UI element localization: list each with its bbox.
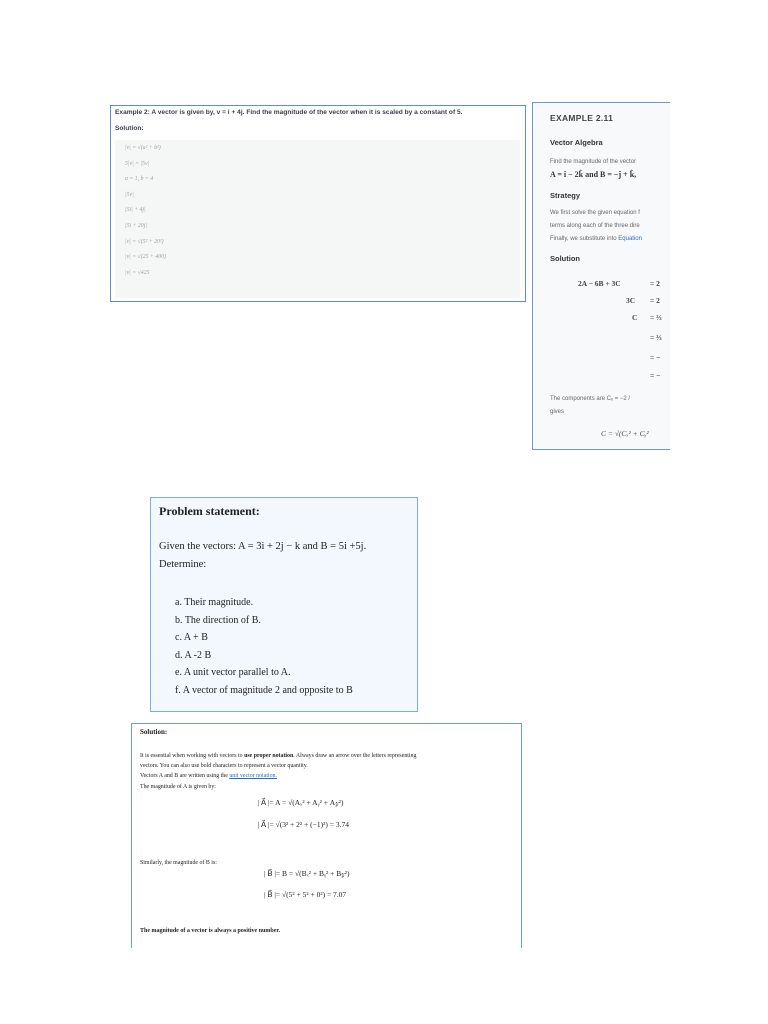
problem-vectors: A = î − 2k̂ and B = −ĵ + k̂, [550,170,637,179]
example-title: Example 2: A vector is given by, v = i + 4j. Find the magnitude of the vector when it is scaled by a constant of 5. [115,109,463,116]
example-heading: EXAMPLE 2.11 [550,113,614,123]
strategy-line-3 [550,236,642,242]
components-text: The components are Cₓ = −2 / [550,396,631,402]
solution-step: a = 1, b = 4 [125,176,154,183]
eq1-rhs: = 2 [650,279,660,288]
eq1-lhs: 2A − 6B + 3C [578,279,621,288]
intro-line-3: Vectors A and B are written using the [140,773,228,780]
eq2-rhs: = 2 [650,296,660,305]
strategy-heading: Strategy [550,191,581,200]
intro-text-a: It is essential when working with vectors to [140,753,243,759]
solution-step: |v| = √425 [125,269,150,276]
task-item: e. A unit vector parallel to A. [175,667,291,679]
eq4-rhs: = ⅔ [650,333,662,342]
positive-note: The magnitude of a vector is always a positive number. [140,928,281,934]
final-equation: C = √(Cₓ² + Cᵧ² [601,429,649,438]
equation-link[interactable]: Equation [618,236,642,242]
intro-emphasis: use proper notation [244,753,294,759]
problem-statement-panel [150,497,418,712]
solution-heading: Solution: [140,728,168,736]
strategy-line-2: terms along each of the three dire [550,223,640,229]
solution-step: |5i| + 4j| [125,207,146,214]
solution-box [115,140,520,298]
magnitude-a-formula: | A⃗ |= A = √(Aₓ² + Aᵧ² + A𝓏²) [258,798,344,807]
solution-steps [125,144,166,284]
intro-line-4: The magnitude of A is given by: [140,783,216,790]
solution-step: |v| = √(5² + 20²) [125,238,164,245]
eq5-rhs: = − [650,353,661,362]
solution-step: |5i + 20j| [125,222,147,229]
eq6-rhs: = − [650,371,661,380]
task-item: d. A -2 B [175,649,212,661]
example-2-panel [110,105,526,302]
magnitude-a-value: | A⃗ |= √(3² + 2² + (−1)²) = 3.74 [258,820,349,829]
eq2-lhs: 3C [626,296,636,305]
determine-label: Determine: [159,559,207,570]
eq3-rhs: = ⅔ [650,313,662,322]
section-title: Vector Algebra [550,138,603,147]
solution-step: |v| = √(25 + 400) [125,254,166,261]
unit-vector-link[interactable]: unit vector notation. [229,773,277,780]
solution-heading: Solution [550,254,580,263]
solution-step: |5v| [125,191,134,198]
task-item: b. The direction of B. [175,614,261,626]
task-item: a. Their magnitude. [175,597,254,608]
task-list [175,597,353,703]
solution-step: 5|v| = |5v| [125,160,150,167]
gives-text: gives [550,409,565,415]
eq3-lhs: C [632,313,638,322]
problem-text: Find the magnitude of the vector [550,159,637,165]
solution-intro [140,751,515,792]
solution-step: |v| = √(a² + b²) [125,145,161,151]
strategy-line-1: We first solve the given equation f [550,210,640,216]
intro-line-2: vectors. You can also use bold characters to represent a vector quantity. [140,763,308,770]
task-item: f. A vector of magnitude 2 and opposite to B [175,684,353,696]
magnitude-b-formula: | B⃗ |= B = √(Bₓ² + Bᵧ² + B𝓏²) [264,869,350,878]
magnitude-b-value: | B⃗ |= √(5² + 5² + 0²) = 7.07 [264,890,347,899]
task-item: c. A + B [175,632,208,644]
strategy-line-3-text: Finally, we substitute into [550,236,617,242]
solution-label: Solution: [115,125,144,132]
similarly-text: Similarly, the magnitude of B is: [140,860,217,866]
given-vectors: Given the vectors: A = 3i + 2j − k and B = 5i +5j. [159,541,367,552]
intro-text-c: . Always draw an arrow over the letters representing [293,753,417,759]
problem-heading: Problem statement: [159,504,260,518]
solution-panel [131,723,522,948]
example-2-11-panel [532,102,670,450]
